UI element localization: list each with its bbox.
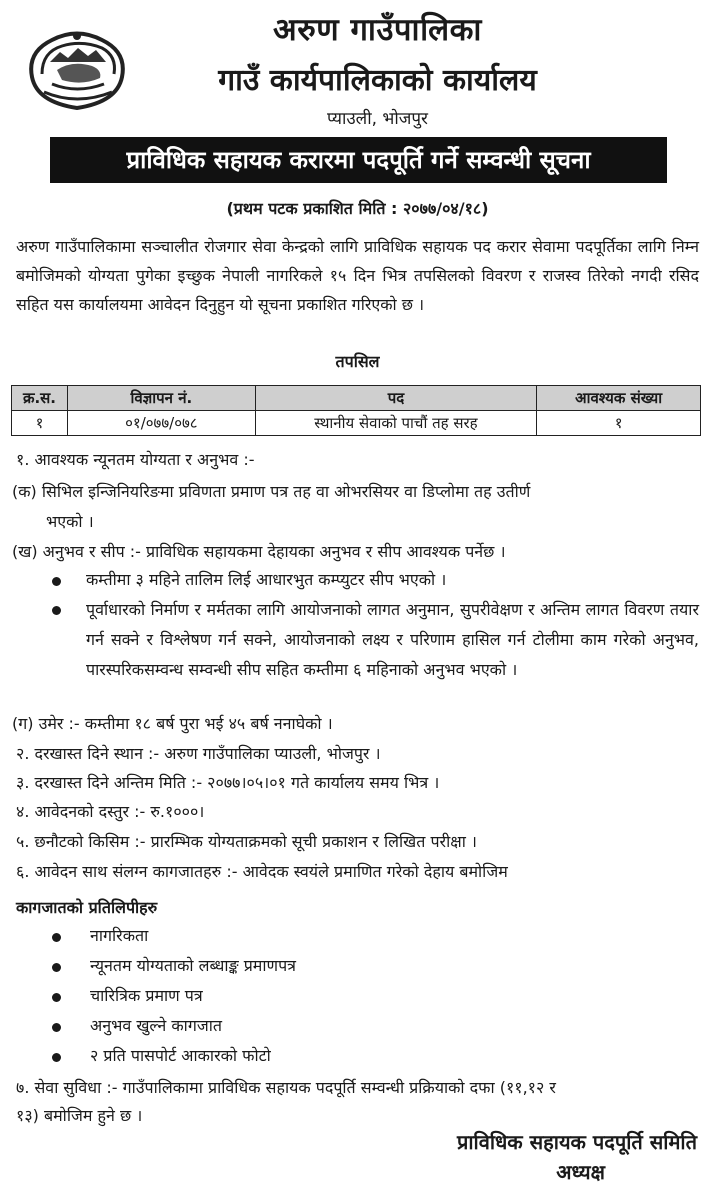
header-post: पद xyxy=(255,386,536,411)
section-ka-cont: भएको । xyxy=(46,512,94,531)
bullet-icon xyxy=(52,1023,61,1032)
kha-bullet-1: कम्तीमा ३ महिने तालिम लिई आधारभुत कम्प्युटर सीप भएको । xyxy=(86,570,447,589)
table-row xyxy=(12,411,701,436)
document-item: अनुभव खुल्ने कागजात xyxy=(90,1016,222,1035)
cell-required-count: १ xyxy=(537,411,701,436)
section-ka: (क) सिभिल इन्जिनियरिङमा प्रविणता प्रमाण पत्र तह वा ओभरसियर वा डिप्लोमा तह उतीर्ण xyxy=(12,482,531,501)
document-item: २ प्रति पासपोर्ट आकारको फोटो xyxy=(90,1046,271,1065)
section-7-cont: १३) बमोजिम हुने छ । xyxy=(16,1106,143,1125)
documents-title: कागजातको प्रतिलिपीहरु xyxy=(16,898,158,917)
bullet-icon xyxy=(52,577,61,586)
vacancy-table xyxy=(11,385,701,436)
section-kha: (ख) अनुभव र सीप :- प्राविधिक सहायकमा देहायका अनुभव र सीप आवश्यक पर्नेछ । xyxy=(12,542,506,561)
cell-serial: १ xyxy=(12,411,68,436)
bullet-icon xyxy=(52,963,61,972)
cell-post: स्थानीय सेवाको पाचौं तह सरह xyxy=(255,411,536,436)
signature-committee: प्राविधिक सहायक पदपूर्ति समिति xyxy=(456,1130,697,1154)
bullet-icon xyxy=(52,993,61,1002)
table-caption: तपसिल xyxy=(335,352,380,371)
bullet-icon xyxy=(52,1053,61,1062)
section-7: ७. सेवा सुविधा :- गाउँपालिकामा प्राविधिक सहायक पदपूर्ति सम्वन्धी प्रक्रियाको दफा (११,१२ र xyxy=(16,1078,556,1097)
header-ad-number: विज्ञापन नं. xyxy=(67,386,255,411)
office-name: गाउँ कार्यपालिकाको कार्यालय xyxy=(218,63,537,98)
intro-paragraph: अरुण गाउँपालिकामा सञ्चालीत रोजगार सेवा केन्द्रको लागि प्राविधिक सहायक पद करार सेवामा पदपूर्तिका लागि निम्न बमोजिमको योग्यता पुगेका इच्छुक नेपाली नागरिकले १५ दिन भित्र तपसिलको विवरण र राजस्व तिरेको नगदी रसिद सहित यस कार्यालयमा आवेदन दिनुहुन यो सूचना प्रकाशित गरिएको छ । xyxy=(16,237,699,314)
notice-title: प्राविधिक सहायक करारमा पदपूर्ति गर्ने सम्वन्धी सूचना xyxy=(50,137,667,183)
publication-date: (प्रथम पटक प्रकाशित मिति : २०७७/०४/१८) xyxy=(226,199,489,218)
table-header-row xyxy=(12,386,701,411)
section-3: ३. दरखास्त दिने अन्तिम मिति :- २०७७।०५।०१ गते कार्यालय समय भित्र । xyxy=(16,773,440,792)
section-6: ६. आवेदन साथ संलग्न कागजातहरु :- आवेदक स्वयंले प्रमाणित गरेको देहाय बमोजिम xyxy=(16,862,508,881)
office-address: प्याउली, भोजपुर xyxy=(326,109,428,129)
section-4: ४. आवेदनको दस्तुर :- रु.१०००। xyxy=(16,802,205,821)
section-2: २. दरखास्त दिने स्थान :- अरुण गाउँपालिका प्याउली, भोजपुर । xyxy=(16,744,381,763)
section-ga: (ग) उमेर :- कम्तीमा १८ बर्ष पुरा भई ४५ बर्ष ननाघेको । xyxy=(12,714,333,733)
section-1: १. आवश्यक न्यूनतम योग्यता र अनुभव :- xyxy=(16,450,255,469)
bullet-icon xyxy=(52,933,61,942)
bullet-icon xyxy=(52,606,61,615)
header-serial: क्र.स. xyxy=(12,386,68,411)
cell-ad-number: ०१/०७७/०७८ xyxy=(67,411,255,436)
municipality-name: अरुण गाउँपालिका xyxy=(273,12,482,48)
kha-bullet-2: पूर्वाधारको निर्माण र मर्मतका लागि आयोजनाको लागत अनुमान, सुपरीवेक्षण र अन्तिम लागत विवरण तयार गर्न सक्ने र विश्लेषण गर्न सक्ने, आयोजनाको लक्ष्य र परिणाम हासिल गर्न टोलीमा काम गरेको अनुभव, पारस्परिकसम्वन्ध सम्वन्धी सीप सहित कम्तीमा ६ महिनाको अनुभव भएको । xyxy=(86,600,699,679)
document-item: नागरिकता xyxy=(90,926,149,945)
section-5: ५. छनौटको किसिम :- प्रारम्भिक योग्यताक्रमको सूची प्रकाशन र लिखित परीक्षा । xyxy=(16,832,477,851)
document-item: न्यूनतम योग्यताको लब्धाङ्क प्रमाणपत्र xyxy=(90,956,297,975)
header-required-count: आवश्यक संख्या xyxy=(537,386,701,411)
document-item: चारित्रिक प्रमाण पत्र xyxy=(90,986,203,1005)
signature-role: अध्यक्ष xyxy=(556,1160,605,1184)
